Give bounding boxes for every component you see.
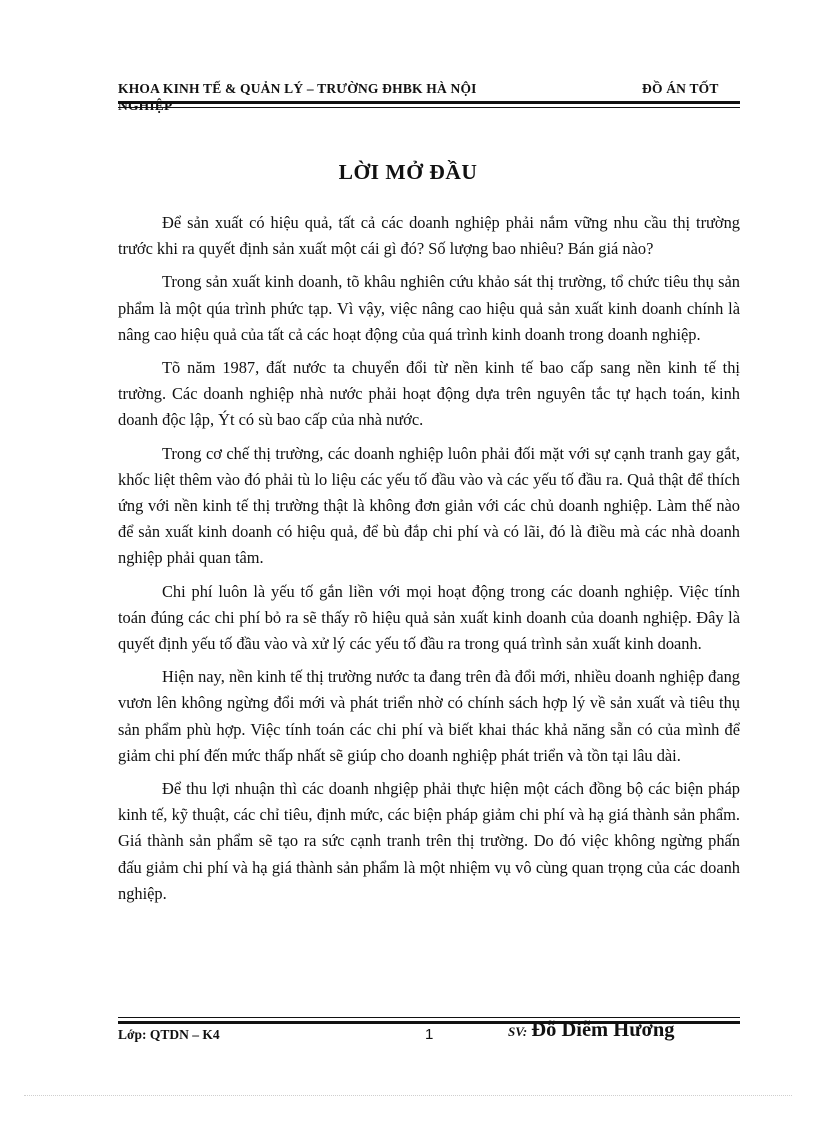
body-text	[118, 210, 740, 914]
footer-author-name: Đỗ Diễm Hương	[531, 1019, 675, 1041]
header-doc-type: ĐỒ ÁN TỐT	[642, 81, 719, 96]
footer-class-label: Lớp: QTDN – K4	[118, 1027, 220, 1042]
footer-rule-thin	[118, 1017, 740, 1018]
header-institution-text: KHOA KINH TẾ & QUẢN LÝ – TRƯỜNG ĐHBK HÀ NỘI	[118, 81, 477, 96]
footer-sv-label: SV:	[508, 1024, 528, 1039]
paragraph: Tõ năm 1987, đất nước ta chuyển đổi từ nền kinh tế bao cấp sang nền kinh tế thị trường. Các doanh nghiệp nhà nước phải hoạt động dựa trên nguyên tắc tự hạch toán, kinh doanh độc lập, Ýt có sù bao cấp của nhà nước.	[118, 358, 740, 430]
paragraph: Trong sản xuất kinh doanh, tõ khâu nghiên cứu khảo sát thị trường, tổ chức tiêu thụ sản phẩm là một qúa trình phức tạp. Vì vậy, việc nâng cao hiệu quả sản xuất kinh doanh chính là nâng cao hiệu quả của tất cả các hoạt động của quá trình kinh doanh trong doanh nghiệp.	[118, 272, 740, 344]
header-overflow-text: NGHIỆP	[118, 98, 173, 113]
paragraph: Chi phí luôn là yếu tố gắn liền với mọi hoạt động trong các doanh nghiệp. Việc tính toán đúng các chi phí bỏ ra sẽ thấy rõ hiệu quả sản xuất kinh doanh của doanh nghiệp. Đây là quyết định yếu tố đầu vào và xử lý các yếu tố đầu ra trong quá trình sản xuất kinh doanh.	[118, 581, 740, 654]
paragraph: Trong cơ chế thị trường, các doanh nghiệp luôn phải đối mặt với sự cạnh tranh gay gắt, khốc liệt thêm vào đó phải tù lo liệu các yếu tố đầu vào và các yếu tố đầu ra. Quả thật để thích ứng với nền kinh tế thị trường thật là không đơn giản với các chủ doanh nghiệp. Làm thế nào để sản xuất kinh doanh có hiệu quả, để bù đắp chi phí và có lãi, đó là điều mà các nhà doanh nghiệp phải quan tâm.	[118, 443, 740, 568]
page-title: LỜI MỞ ĐẦU	[338, 160, 478, 184]
page-bottom-dotted-rule	[24, 1095, 792, 1096]
page-header	[118, 80, 740, 114]
footer-author	[508, 1019, 675, 1042]
paragraph: Để thu lợi nhuận thì các doanh nhgiệp phải thực hiện một cách đồng bộ các biện pháp kinh tế, kỹ thuật, các chỉ tiêu, định mức, các biện pháp giảm chi phí và hạ giá thành sản phẩm. Giá thành sản phẩm sẽ tạo ra sức cạnh tranh trên thị trường. Do đó việc không ngừng phấn đấu giảm chi phí và hạ giá thành sản phẩm là một nhiệm vụ vô cùng quan trọng của các doanh nghiệp.	[118, 779, 740, 903]
header-institution	[118, 80, 558, 114]
paragraph: Hiện nay, nền kinh tế thị trường nước ta đang trên đà đổi mới, nhiều doanh nghiệp đang vươn lên không ngừng đổi mới và phát triển nhờ có chính sách hợp lý về sản xuất và tiêu thụ sản phẩm phù hợp. Việc tính toán các chi phí và biết khai thác khả năng sẵn có của mình để giảm chi phí đến mức thấp nhất sẽ giúp cho doanh nghiệp phát triển và tồn tại lâu dài.	[118, 667, 740, 765]
page-number: 1	[425, 1026, 434, 1043]
paragraph: Để sản xuất có hiệu quả, tất cả các doanh nghiệp phải nắm vững nhu cầu thị trường trước khi ra quyết định sản xuất một cái gì đó? Số lượng bao nhiêu? Bán giá nào?	[118, 213, 740, 259]
header-rule-thin	[118, 107, 740, 108]
header-rule-thick	[118, 101, 740, 104]
